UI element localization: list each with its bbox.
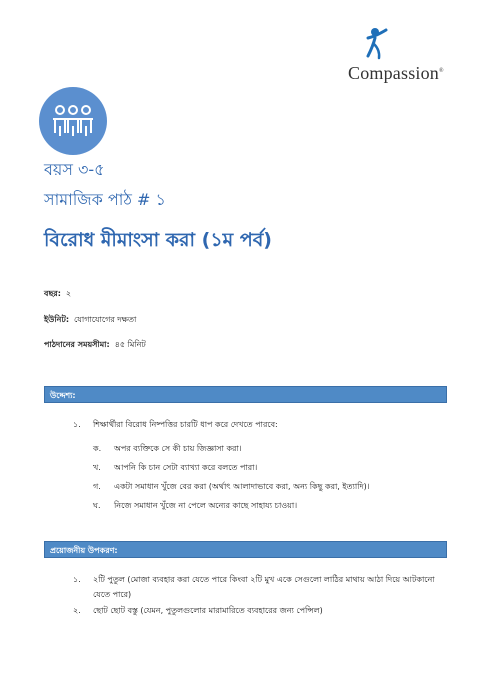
objectives-header-bar [44, 386, 447, 403]
duration-line [44, 339, 146, 352]
duration-value: ৪৫ মিনিট [114, 340, 146, 349]
subitem-text: অপর ব্যক্তিকে সে কী চায় জিজ্ঞাসা করা। [114, 444, 242, 453]
unit-value: যোগাযোগের দক্ষতা [74, 315, 137, 324]
materials-heading: প্রয়োজনীয় উপকরণ: [50, 546, 118, 555]
age-range: বয়স ৩-৫ [44, 160, 105, 179]
compassion-figure-icon [342, 24, 452, 64]
year-label: বছর: [44, 289, 61, 298]
subitem-number: ঘ. [93, 501, 101, 510]
duration-label: পাঠদানের সময়সীমা: [44, 340, 110, 349]
year-line [44, 288, 71, 301]
material-text: ২টি পুতুল (মোজা ব্যবহার করা যেতে পারে কিংবা ২টি মুখ একে সেগুলো লাঠির মাথায় আঠা দিয়ে আটকানো [93, 575, 435, 584]
material-number: ২. [73, 606, 81, 615]
objective-text: শিক্ষার্থীরা বিরোধ নিষ্পত্তির চারটি ধাপ করে দেখতে পারবে: [93, 420, 278, 429]
materials-header-bar [44, 541, 447, 558]
subitem-text: আপনি কি চান সেটা ব্যাখ্যা করে বলতে পারা। [114, 463, 258, 472]
material-text-continued: যেতে পারে) [93, 590, 132, 599]
page-title: বিরোধ মীমাংসা করা (১ম পর্ব) [44, 229, 272, 251]
subitem-number: খ. [93, 463, 101, 472]
subitem-number: ক. [93, 444, 102, 453]
lesson-number: সামাজিক পাঠ # ১ [44, 190, 166, 209]
children-group-icon [38, 86, 108, 156]
compassion-logo [342, 24, 452, 90]
objectives-heading: উদ্দেশ্য: [50, 391, 76, 400]
year-value: ২ [65, 289, 72, 298]
material-text: ছোট ছোট বস্তু (যেমন, পুতুলগুলোর মারামারিতে ব্যবহারের জন্য পেন্সিল) [93, 606, 323, 615]
subitem-text: নিজে সমাধান খুঁজে না পেলে অন্যের কাছে সাহায্য চাওয়া। [114, 501, 298, 510]
unit-line [44, 314, 136, 327]
material-number: ১. [73, 575, 81, 584]
subitem-text: একটা সমাধান খুঁজে বের করা (অর্থাৎ আলাদাভাবে করা, অন্য কিছু করা, ইত্যাদি)। [114, 482, 370, 491]
compassion-wordmark: Compassion® [348, 63, 444, 83]
unit-label: ইউনিট: [44, 315, 70, 324]
objective-number: ১. [73, 420, 81, 429]
subitem-number: গ. [93, 482, 101, 491]
